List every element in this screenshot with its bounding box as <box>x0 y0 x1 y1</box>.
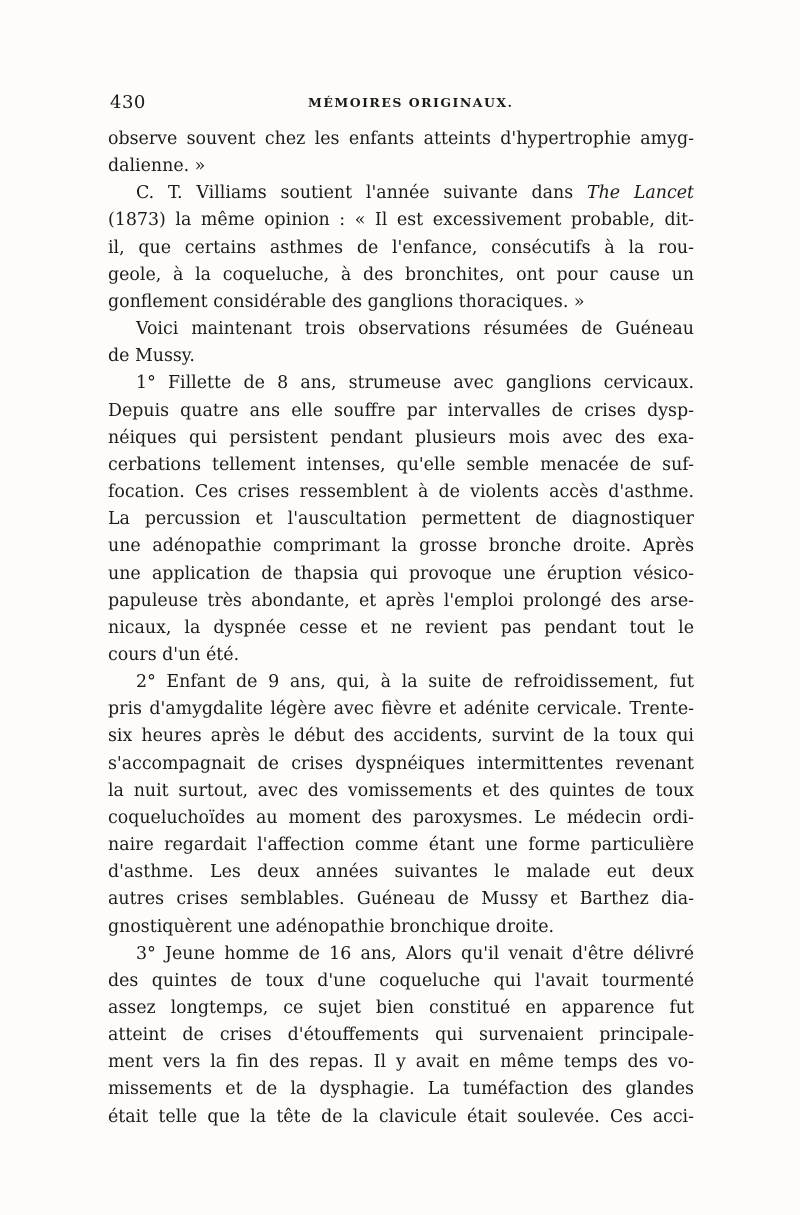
text-segment: cours d'un été. <box>108 644 240 665</box>
text-line <box>108 506 694 533</box>
text-segment: cerbations tellement intenses, qu'elle semble menacée de suf- <box>108 454 694 475</box>
text-line <box>108 425 694 452</box>
text-line <box>108 723 694 750</box>
text-line <box>108 1104 694 1131</box>
text-line <box>108 1049 694 1076</box>
text-line <box>108 262 694 289</box>
text-segment: de Mussy. <box>108 346 195 367</box>
text-segment: six heures après le début des accidents, survint de la toux qui <box>108 726 694 747</box>
text-segment: la nuit surtout, avec des vomissements et des quintes de toux <box>108 780 694 801</box>
text-segment: dalienne. » <box>108 156 206 177</box>
text-line <box>108 1076 694 1103</box>
text-line <box>108 886 694 913</box>
text-line <box>108 343 694 370</box>
text-line <box>108 316 694 343</box>
text-segment: (1873) la même opinion : « Il est excessivement probable, dit- <box>108 210 694 231</box>
paragraph <box>108 316 694 370</box>
text-segment: néiques qui persistent pendant plusieurs mois avec des exa- <box>108 427 694 448</box>
text-segment: C. T. Villiams soutient l'année suivante dans <box>136 183 587 204</box>
text-segment: une application de thapsia qui provoque une éruption vésico- <box>108 563 694 584</box>
text-line <box>108 126 694 153</box>
text-segment: gonflement considérable des ganglions thoraciques. » <box>108 291 585 312</box>
text-segment: focation. Ces crises ressemblent à de violents accès d'asthme. <box>108 482 694 503</box>
text-segment: geole, à la coqueluche, à des bronchites, ont pour cause un <box>108 264 694 285</box>
text-segment: 1° Fillette de 8 ans, strumeuse avec ganglions cervicaux. <box>136 373 694 394</box>
text-line <box>108 561 694 588</box>
italic-text: The Lancet <box>586 183 694 204</box>
text-line <box>108 859 694 886</box>
paragraph <box>108 126 694 180</box>
text-line <box>108 235 694 262</box>
text-segment: papuleuse très abondante, et après l'emploi prolongé des arse- <box>108 590 694 611</box>
body-text <box>108 126 694 1131</box>
text-line <box>108 778 694 805</box>
text-line <box>108 941 694 968</box>
text-segment: des quintes de toux d'une coqueluche qui l'avait tourmenté <box>108 970 694 991</box>
text-line <box>108 452 694 479</box>
text-line <box>108 153 694 180</box>
book-page <box>108 92 694 1131</box>
paragraph <box>108 180 694 316</box>
text-line <box>108 398 694 425</box>
text-segment: était telle que la tête de la clavicule était soulevée. Ces acci- <box>108 1106 694 1127</box>
page-number: 430 <box>110 92 146 113</box>
text-line <box>108 995 694 1022</box>
paragraph <box>108 370 694 669</box>
text-line <box>108 669 694 696</box>
text-segment: nicaux, la dyspnée cesse et ne revient pas pendant tout le <box>108 617 694 638</box>
text-line <box>108 370 694 397</box>
text-segment: 3° Jeune homme de 16 ans, Alors qu'il venait d'être délivré <box>136 943 694 964</box>
text-segment: 2° Enfant de 9 ans, qui, à la suite de refroidissement, fut <box>136 672 694 693</box>
text-segment: atteint de crises d'étouffements qui survenaient principale- <box>108 1025 694 1046</box>
text-segment: Depuis quatre ans elle souffre par intervalles de crises dysp- <box>108 400 694 421</box>
running-title: MÉMOIRES ORIGINAUX. <box>308 95 514 110</box>
text-line <box>108 588 694 615</box>
paragraph <box>108 941 694 1131</box>
text-line <box>108 1022 694 1049</box>
paragraph <box>108 669 694 941</box>
text-segment: s'accompagnait de crises dyspnéiques intermittentes revenant <box>108 753 694 774</box>
text-line <box>108 615 694 642</box>
text-segment: coqueluchoïdes au moment des paroxysmes. Le médecin ordi- <box>108 807 694 828</box>
text-segment: Voici maintenant trois observations résumées de Guéneau <box>136 319 694 340</box>
text-line <box>108 479 694 506</box>
text-line <box>108 696 694 723</box>
text-segment: assez longtemps, ce sujet bien constitué en apparence fut <box>108 998 694 1018</box>
text-segment: autres crises semblables. Guéneau de Mussy et Barthez dia- <box>108 889 694 910</box>
text-segment: observe souvent chez les enfants atteints d'hypertrophie amyg- <box>108 129 694 149</box>
running-head <box>108 92 694 120</box>
text-segment: missements et de la dysphagie. La tuméfaction des glandes <box>108 1079 694 1100</box>
text-segment: une adénopathie comprimant la grosse bronche droite. Après <box>108 536 694 557</box>
text-segment: naire regardait l'affection comme étant une forme particulière <box>108 835 694 856</box>
text-line <box>108 751 694 778</box>
text-line <box>108 805 694 832</box>
text-segment: pris d'amygdalite légère avec fièvre et adénite cervicale. Trente- <box>108 699 694 720</box>
text-segment: il, que certains asthmes de l'enfance, consécutifs à la rou- <box>108 237 694 258</box>
text-line <box>108 533 694 560</box>
text-line <box>108 832 694 859</box>
text-line <box>108 968 694 995</box>
text-segment: gnostiquèrent une adénopathie bronchique droite. <box>108 916 555 937</box>
text-line <box>108 207 694 234</box>
text-line <box>108 289 694 316</box>
text-line <box>108 914 694 941</box>
text-segment: d'asthme. Les deux années suivantes le malade eut deux <box>108 862 694 883</box>
text-line <box>108 180 694 207</box>
text-line <box>108 642 694 669</box>
text-segment: La percussion et l'auscultation permettent de diagnostiquer <box>108 509 694 530</box>
text-segment: ment vers la fin des repas. Il y avait en même temps des vo- <box>108 1052 694 1073</box>
